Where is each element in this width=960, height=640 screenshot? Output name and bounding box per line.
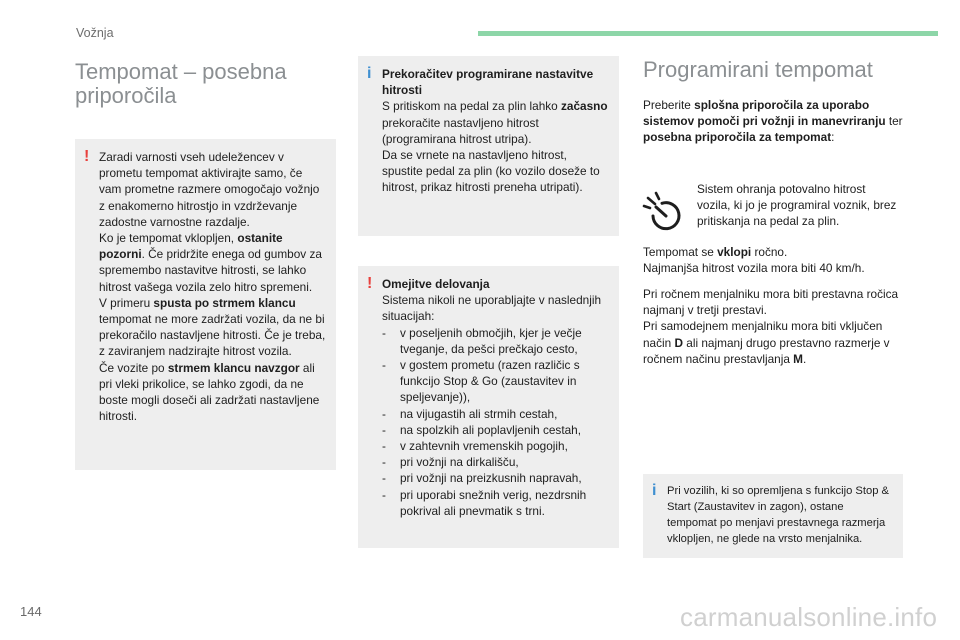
right-title: Programirani tempomat <box>643 57 873 82</box>
operating-limits-box <box>358 266 619 548</box>
activation-text: Tempomat se vklopi ročno. Najmanjša hitrost vozila mora biti 40 km/h. <box>643 245 865 276</box>
section-label: Vožnja <box>76 26 114 40</box>
gearbox-text: Pri ročnem menjalniku mora biti prestavna ročica najmanj v tretji prestavi. Pri samodejnem menjalniku mora biti vključen način D ali najmanj drugo prestavno razmerje v ročnem načinu prestavljanja M. <box>643 287 899 366</box>
operating-limits-text <box>382 276 609 519</box>
list-item: - pri vožnji na dirkališču, <box>382 455 519 470</box>
warning-paragraph: Če vozite po strmem klancu navzgor ali pri vleki prikolice, se lahko zgodi, da ne boste mogli doseči ali zadržati nastavljene hitrosti. <box>99 360 320 424</box>
left-title-line-1: Tempomat – posebna <box>75 59 287 84</box>
limits-list <box>382 325 609 519</box>
right-intro: Preberite splošna priporočila za uporabo sistemov pomoči pri vožnji in manevriranju ter posebna priporočila za tempomat: <box>643 98 903 145</box>
speedometer-icon <box>642 190 686 234</box>
page-number: 144 <box>20 604 42 619</box>
info-icon: i <box>367 65 372 82</box>
safety-warning-text <box>99 149 326 424</box>
list-item: - pri vožnji na preizkusnih napravah, <box>382 471 582 486</box>
warning-icon: ! <box>367 275 373 292</box>
list-item: - v poseljenih območjih, kjer je večje tveganje, da pešci prečkajo cesto, <box>382 325 582 356</box>
watermark: carmanualsonline.info <box>680 602 938 632</box>
stop-start-text: Pri vozilih, ki so opremljena s funkcijo Stop & Start (Zaustavitev in zagon), ostane tempomat po menjavi prestavnega razmerja vklopljen, ne glede na vrsto menjalnika. <box>667 485 889 545</box>
left-title-line-2: priporočila <box>75 83 177 108</box>
info-title: Prekoračitev programirane nastavitve hitrosti <box>382 67 594 98</box>
list-item: - v gostem prometu (razen različic s funkcijo Stop & Go (zaustavitev in speljevanje)), <box>382 358 580 405</box>
stop-start-info-box <box>643 474 903 558</box>
icon-description: Sistem ohranja potovalno hitrost vozila, ki jo je programiral voznik, brez pritiskanja na pedal za plin. <box>697 182 897 229</box>
header-accent-bar <box>478 31 938 36</box>
speed-override-text <box>382 66 609 196</box>
limits-title: Omejitve delovanja <box>382 277 490 291</box>
limits-intro: Sistema nikoli ne uporabljajte v naslednjih situacijah: <box>382 293 602 324</box>
speed-override-info-box <box>358 56 619 236</box>
left-title <box>75 60 287 108</box>
info-paragraph: S pritiskom na pedal za plin lahko začasno prekoračite nastavljeno hitrost (programirana hitrost utripa). <box>382 99 608 146</box>
list-item: - na spolzkih ali poplavljenih cestah, <box>382 422 581 437</box>
list-item: - pri uporabi snežnih verig, nezdrsnih pokrival ali pnevmatik s trni. <box>382 487 587 518</box>
warning-paragraph: Zaradi varnosti vseh udeležencev v prometu tempomat aktivirajte samo, če vam prometne razmere omogočajo vožnjo z enakomerno hitrostjo in vzdrževanje zadostne varnostne razdalje. <box>99 150 320 229</box>
info-icon: i <box>652 482 657 499</box>
safety-warning-box <box>75 139 336 470</box>
warning-icon: ! <box>84 148 90 165</box>
list-item: - v zahtevnih vremenskih pogojih, <box>382 439 568 454</box>
warning-paragraph: Ko je tempomat vklopljen, ostanite pozorni. Če pridržite enega od gumbov za spremembo nastavitve hitrosti, se lahko hitrost vašega vozila zelo hitro spremeni. <box>99 231 322 294</box>
info-paragraph: Da se vrnete na nastavljeno hitrost, spustite pedal za plin (ko vozilo doseže to hitrost, prikaz hitrosti preneha utripati). <box>382 148 600 195</box>
warning-paragraph: V primeru spusta po strmem klancu tempomat ne more zadržati vozila, da ne bi prekoračilo nastavljene hitrosti. Če je treba, z zaviranjem nadzirajte hitrost vozila. <box>99 295 326 359</box>
list-item: - na vijugastih ali strmih cestah, <box>382 406 558 421</box>
